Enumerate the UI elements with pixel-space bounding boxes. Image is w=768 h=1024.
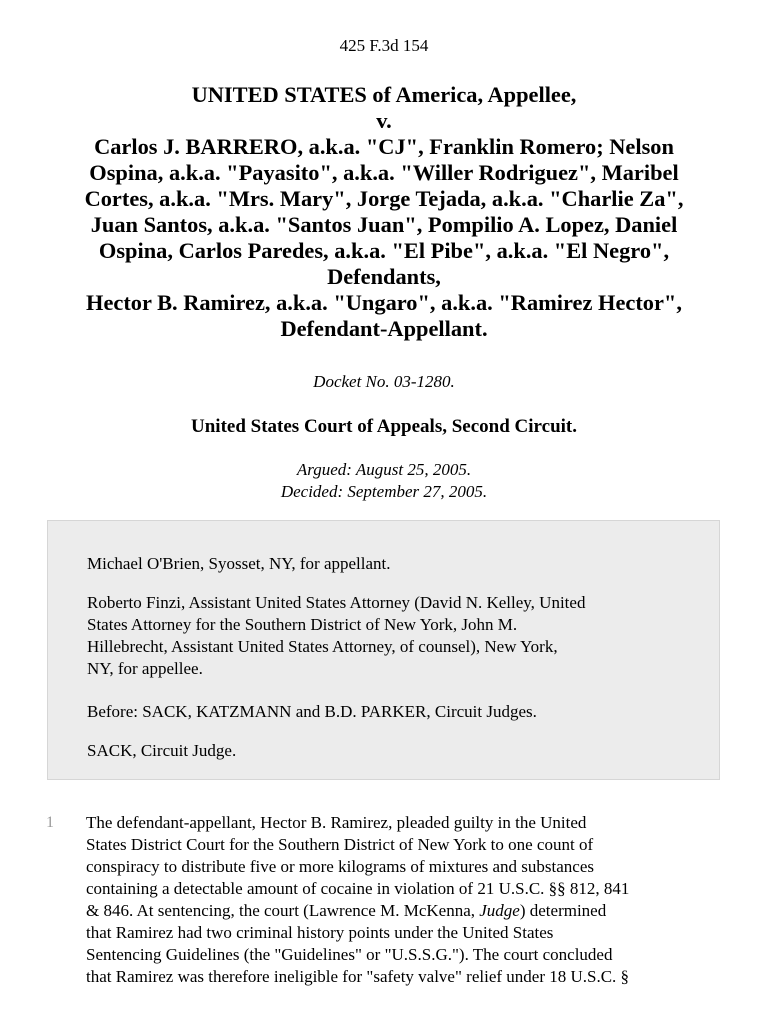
decided-date: Decided: September 27, 2005. (280, 482, 488, 501)
paragraph-line (86, 922, 726, 944)
caption-line: Ospina, Carlos Paredes, a.k.a. "El Pibe", a.k.a. "El Negro", (98, 238, 670, 263)
opinion-author: SACK, Circuit Judge. (87, 741, 237, 760)
text-segment: The defendant-appellant, Hector B. Ramirez, pleaded guilty in the United (86, 813, 587, 832)
caption-line: UNITED STATES of America, Appellee, (191, 82, 577, 107)
panel-judges: Before: SACK, KATZMANN and B.D. PARKER, Circuit Judges. (87, 702, 537, 721)
caption-line: Cortes, a.k.a. "Mrs. Mary", Jorge Tejada, a.k.a. "Charlie Za", (84, 186, 684, 211)
text-segment: & 846. At sentencing, the court (Lawrence M. McKenna, (86, 901, 480, 920)
paragraph-line (86, 944, 726, 966)
text-segment: ) determined (519, 901, 607, 920)
caption-line: Defendant-Appellant. (280, 316, 488, 341)
paragraph-line (86, 966, 726, 988)
appellee-counsel-line: States Attorney for the Southern District of New York, John M. (87, 615, 518, 634)
counsel-box (47, 520, 720, 780)
docket-number: Docket No. 03-1280. (313, 372, 455, 391)
paragraph-line (86, 834, 726, 856)
appellee-counsel (87, 592, 585, 680)
text-segment: containing a detectable amount of cocaine in violation of 21 U.S.C. §§ 812, 841 (86, 879, 630, 898)
text-segment: that Ramirez was therefore ineligible for "safety valve" relief under 18 U.S.C. § (86, 967, 630, 986)
argued-date: Argued: August 25, 2005. (296, 460, 472, 479)
paragraph-line (86, 878, 726, 900)
appellee-counsel-line: Hillebrecht, Assistant United States Attorney, of counsel), New York, (87, 637, 558, 656)
citation: 425 F.3d 154 (339, 36, 429, 55)
paragraph-body (86, 812, 726, 988)
italic-text: Judge (479, 901, 520, 920)
text-segment: that Ramirez had two criminal history points under the United States (86, 923, 554, 942)
caption-line: Ospina, a.k.a. "Payasito", a.k.a. "Willer Rodriguez", Maribel (89, 160, 679, 185)
appellant-counsel: Michael O'Brien, Syosset, NY, for appellant. (87, 554, 391, 573)
paragraph-number: 1 (46, 814, 54, 831)
court-name: United States Court of Appeals, Second Circuit. (191, 416, 577, 437)
paragraph-line (86, 812, 726, 834)
caption-line: Juan Santos, a.k.a. "Santos Juan", Pompilio A. Lopez, Daniel (90, 212, 678, 237)
appellee-counsel-line: Roberto Finzi, Assistant United States Attorney (David N. Kelley, United (87, 593, 586, 612)
case-caption (40, 82, 728, 342)
caption-line: Defendants, (327, 264, 441, 289)
paragraph-line (86, 856, 726, 878)
case-dates (0, 459, 768, 503)
paragraph-line (86, 900, 726, 922)
text-segment: Sentencing Guidelines (the "Guidelines" or "U.S.S.G."). The court concluded (86, 945, 613, 964)
appellee-counsel-line: NY, for appellee. (87, 659, 203, 678)
caption-line: v. (376, 108, 392, 133)
caption-line: Carlos J. BARRERO, a.k.a. "CJ", Franklin Romero; Nelson (94, 134, 674, 159)
caption-line: Hector B. Ramirez, a.k.a. "Ungaro", a.k.a. "Ramirez Hector", (86, 290, 682, 315)
text-segment: conspiracy to distribute five or more kilograms of mixtures and substances (86, 857, 594, 876)
text-segment: States District Court for the Southern District of New York to one count of (86, 835, 594, 854)
